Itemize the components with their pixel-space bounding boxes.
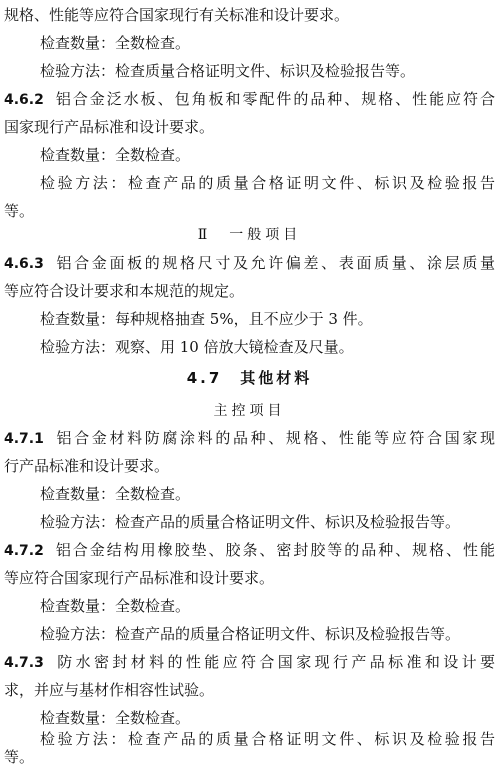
text-line: 求，并应与基材作相容性试验。 — [4, 681, 215, 699]
text-line: 国家现行产品标准和设计要求。 — [4, 118, 215, 136]
text-line: 等应符合设计要求和本规范的规定。 — [4, 282, 245, 300]
inspection-method: 检验方法：检查产品的质量合格证明文件、标识及检验报告等。 — [40, 513, 461, 531]
clause-text: 铝合金材料防腐涂料的品种、规格、性能等应符合国家现 — [53, 429, 495, 447]
inspection-quantity: 检查数量：全数检查。 — [40, 709, 191, 727]
clause-number: 4.6.2 — [4, 92, 44, 108]
clause-text: 铝合金结构用橡胶垫、胶条、密封胶等的品种、规格、性能 — [53, 541, 495, 559]
inspection-method: 检验方法：观察、用 10 倍放大镜检查及尺量。 — [40, 338, 354, 356]
inspection-method: 检验方法：检查产品的质量合格证明文件、标识及检验报告等。 — [40, 625, 461, 643]
inspection-method: 检验方法：检查产品的质量合格证明文件、标识及检验报告 — [40, 730, 495, 748]
text-line: 规格、性能等应符合国家现行有关标准和设计要求。 — [4, 6, 350, 24]
inspection-quantity: 检查数量：全数检查。 — [40, 485, 191, 503]
inspection-quantity: 检查数量：全数检查。 — [40, 146, 191, 164]
inspection-method: 检验方法：检查产品的质量合格证明文件、标识及检验报告 — [40, 174, 495, 192]
text-line: 等。 — [4, 748, 35, 766]
clause-text: 防水密封材料的性能应符合国家现行产品标准和设计要 — [53, 653, 495, 671]
clause-4-7-1 — [4, 423, 495, 453]
inspection-quantity: 检查数量：每种规格抽查 5%，且不应少于 3 件。 — [40, 310, 373, 328]
clause-text: 铝合金泛水板、包角板和零配件的品种、规格、性能应符合 — [53, 90, 495, 108]
clause-number: 4.7.2 — [4, 543, 44, 559]
clause-number: 4.7.3 — [4, 655, 44, 671]
text-line: 等。 — [4, 202, 35, 220]
text-line: 等应符合国家现行产品标准和设计要求。 — [4, 569, 275, 587]
clause-text: 铝合金面板的规格尺寸及允许偏差、表面质量、涂层质量 — [53, 254, 495, 272]
subsection-heading: 主控项目 — [213, 403, 286, 419]
inspection-quantity: 检查数量：全数检查。 — [40, 597, 191, 615]
clause-number: 4.7.1 — [4, 431, 44, 447]
clause-4-6-2 — [4, 84, 495, 114]
inspection-method: 检验方法：检查质量合格证明文件、标识及检验报告等。 — [40, 62, 416, 80]
inspection-quantity: 检查数量：全数检查。 — [40, 34, 191, 52]
text-line: 行产品标准和设计要求。 — [4, 457, 170, 475]
clause-4-7-2 — [4, 535, 495, 565]
section-heading: 4.7 其他材料 — [186, 369, 313, 387]
subsection-heading: Ⅱ 一般项目 — [197, 227, 302, 243]
clause-4-6-3 — [4, 248, 495, 278]
clause-4-7-3 — [4, 647, 495, 677]
clause-number: 4.6.3 — [4, 256, 44, 272]
